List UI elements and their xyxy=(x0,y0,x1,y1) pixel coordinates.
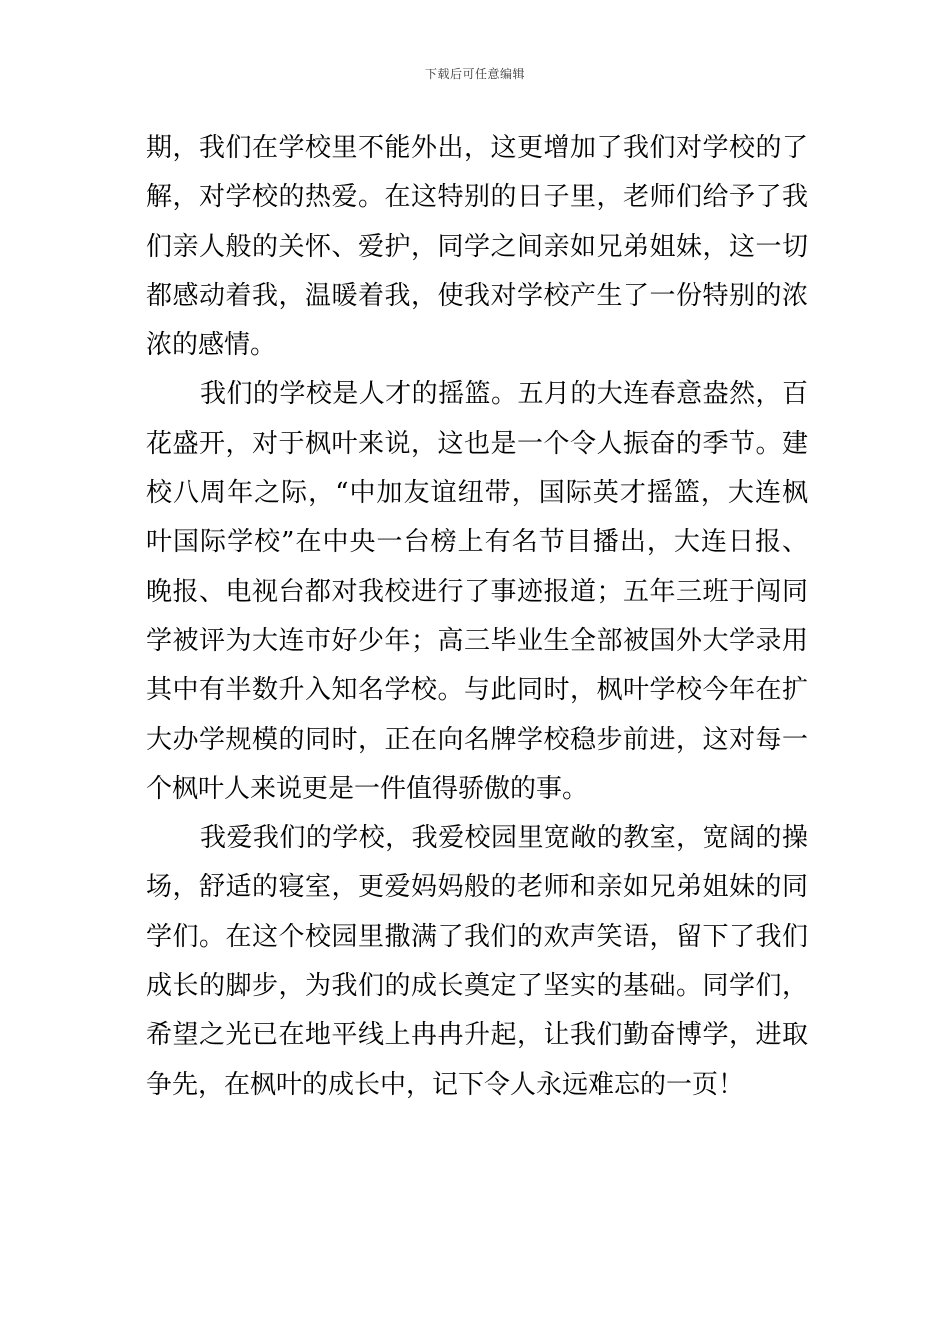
text-line: 浓的感情。 xyxy=(146,330,277,361)
text-line: 解，对学校的热爱。在这特别的日子里，老师们给予了我 xyxy=(146,182,808,213)
text-line: 场，舒适的寝室，更爱妈妈般的老师和亲如兄弟姐妹的同 xyxy=(146,872,808,903)
paragraph-2 xyxy=(146,370,808,814)
text-line: 们亲人般的关怀、爱护，同学之间亲如兄弟姐妹，这一切 xyxy=(146,231,808,262)
body-text xyxy=(146,124,808,1110)
text-line: 其中有半数升入知名学校。与此同时，枫叶学校今年在扩 xyxy=(146,675,808,706)
text-line: 花盛开，对于枫叶来说，这也是一个令人振奋的季节。建 xyxy=(146,428,808,459)
text-line: 叶国际学校”在中央一台榜上有名节目播出，大连日报、 xyxy=(146,527,808,558)
text-line: 晚报、电视台都对我校进行了事迹报道；五年三班于闯同 xyxy=(146,576,808,607)
header-note: 下载后可任意编辑 xyxy=(424,67,525,81)
paragraph-1 xyxy=(146,124,808,370)
text-line: 都感动着我，温暖着我，使我对学校产生了一份特别的浓 xyxy=(146,280,808,311)
text-line: 希望之光已在地平线上冉冉升起，让我们勤奋博学，进取 xyxy=(146,1020,808,1051)
text-line: 校八周年之际，“中加友谊纽带，国际英才摇篮，大连枫 xyxy=(146,478,808,509)
text-line: 学们。在这个校园里撒满了我们的欢声笑语，留下了我们 xyxy=(146,921,808,952)
text-line: 争先，在枫叶的成长中，记下令人永远难忘的一页！ xyxy=(146,1069,745,1100)
text-line: 大办学规模的同时，正在向名牌学校稳步前进，这对每一 xyxy=(146,724,808,755)
text-line: 个枫叶人来说更是一件值得骄傲的事。 xyxy=(146,773,589,804)
text-line: 成长的脚步，为我们的成长奠定了坚实的基础。同学们， xyxy=(146,971,808,1002)
text-line: 学被评为大连市好少年；高三毕业生全部被国外大学录用 xyxy=(146,625,808,656)
text-line: 期，我们在学校里不能外出，这更增加了我们对学校的了 xyxy=(146,133,808,163)
text-line: 我们的学校是人才的摇篮。五月的大连春意盎然，百 xyxy=(200,379,808,410)
paragraph-3 xyxy=(146,814,808,1110)
text-line: 我爱我们的学校，我爱校园里宽敞的教室，宽阔的操 xyxy=(200,823,808,854)
